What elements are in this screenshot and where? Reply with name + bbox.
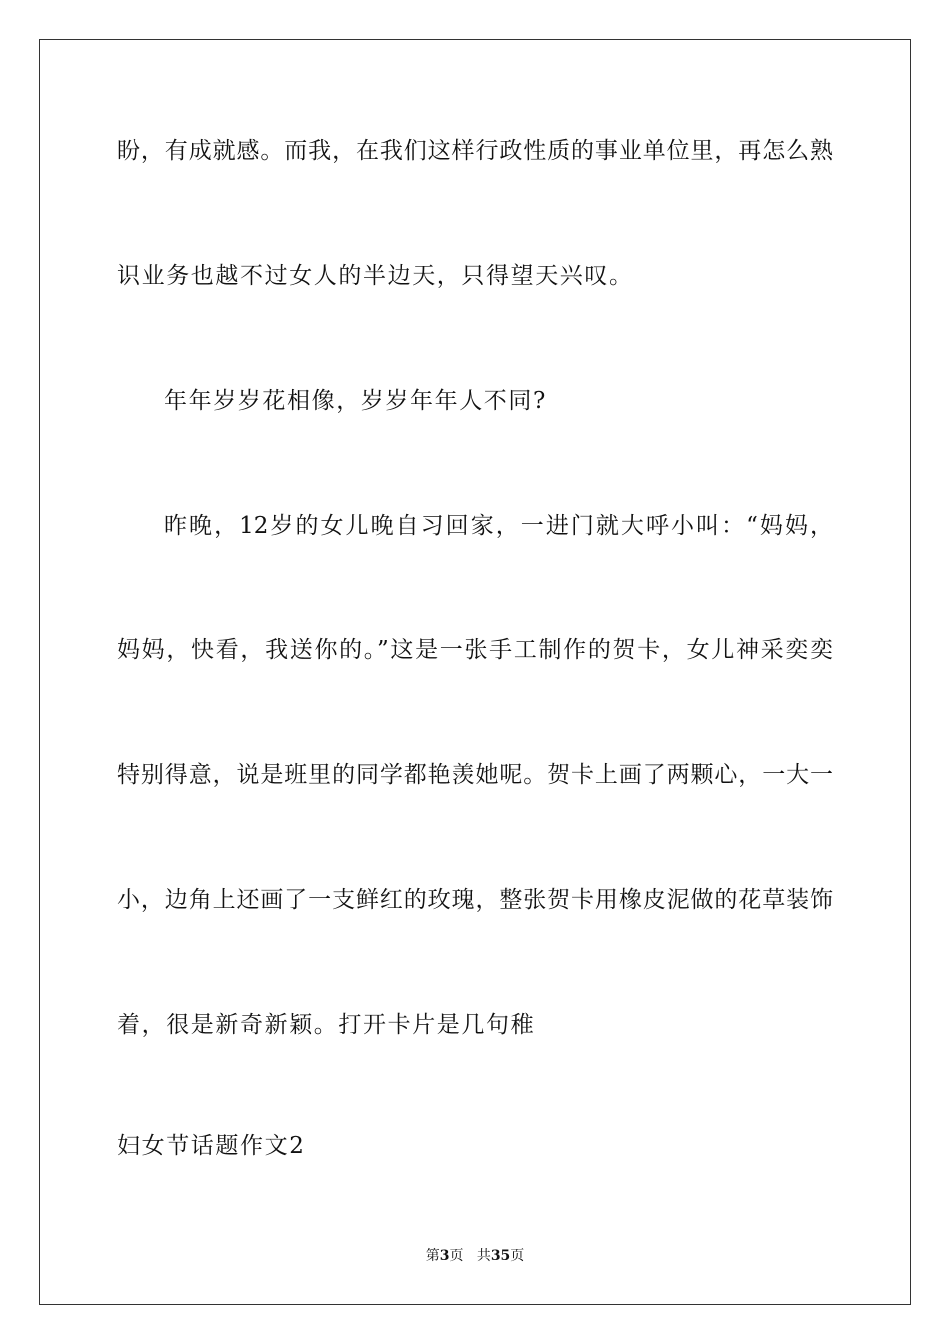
paragraph-line-7: 小，边角上还画了一支鲜红的玫瑰，整张贺卡用橡皮泥做的花草装饰 [117,887,833,913]
paragraph-line-5: 妈妈，快看，我送你的。”这是一张手工制作的贺卡，女儿神采奕奕 [117,637,833,663]
paragraph-line-2: 识业务也越不过女人的半边天，只得望天兴叹。 [117,263,634,289]
paragraph-line-6: 特别得意，说是班里的同学都艳羡她呢。贺卡上画了两颗心，一大一 [117,762,833,788]
footer-total-pages: 35 [490,1248,511,1264]
paragraph-line-4: 昨晚，12岁的女儿晚自习回家，一进门就大呼小叫：“妈妈， [164,513,833,539]
paragraph-line-3: 年年岁岁花相像，岁岁年年人不同? [164,388,547,414]
footer-page-prefix: 第 [425,1248,440,1264]
footer-total-prefix: 共 [476,1248,491,1264]
page-footer [0,1247,950,1265]
paragraph-line-1: 盼，有成就感。而我，在我们这样行政性质的事业单位里，再怎么熟 [117,138,833,164]
section-heading: 妇女节话题作文2 [117,1133,306,1159]
footer-total-suffix: 页 [510,1248,525,1264]
page-frame [39,39,911,1305]
footer-page-number: 3 [439,1248,450,1264]
footer-page-suffix: 页 [449,1248,464,1264]
paragraph-line-8: 着，很是新奇新颖。打开卡片是几句稚 [117,1012,536,1038]
